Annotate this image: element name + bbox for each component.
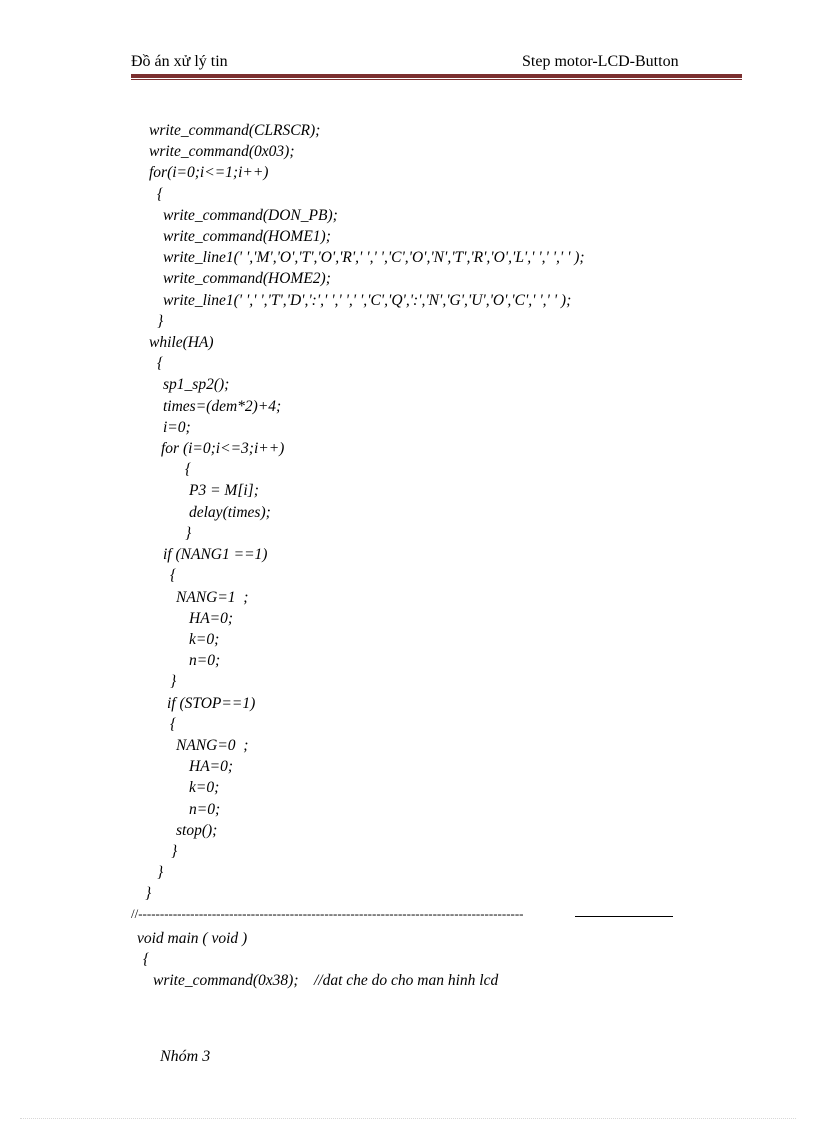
code-line: k=0; bbox=[189, 779, 220, 796]
code-line: for (i=0;i<=3;i++) bbox=[161, 440, 285, 457]
code-line: delay(times); bbox=[189, 504, 271, 521]
header-subject: Step motor-LCD-Button bbox=[522, 53, 679, 70]
code-line: { bbox=[157, 186, 164, 203]
separator-line bbox=[575, 916, 673, 917]
code-line: write_line1(' ',' ','T','D',':',' ',' ',' ','C','Q',':','N','G','U','O','C',' ',' ' ); bbox=[163, 292, 572, 309]
code-line: { bbox=[170, 567, 177, 584]
code-line: if (NANG1 ==1) bbox=[163, 546, 268, 563]
code-line: { bbox=[157, 355, 164, 372]
code-line: write_command(HOME1); bbox=[163, 228, 331, 245]
code-line: times=(dem*2)+4; bbox=[163, 398, 282, 415]
code-line: while(HA) bbox=[149, 334, 214, 351]
code-line: } bbox=[157, 864, 164, 881]
header-rule-thin bbox=[131, 79, 742, 80]
code-line: { bbox=[170, 716, 177, 733]
code-line: sp1_sp2(); bbox=[163, 376, 230, 393]
code-line: write_command(HOME2); bbox=[163, 270, 331, 287]
code-line: { bbox=[143, 951, 150, 968]
code-line: } bbox=[170, 673, 177, 690]
code-line: write_command(0x03); bbox=[149, 143, 295, 160]
code-line: void main ( void ) bbox=[137, 930, 248, 947]
code-line: NANG=1 ; bbox=[176, 589, 249, 606]
header-rule-thick bbox=[131, 74, 742, 78]
code-line: write_line1(' ','M','O','T','O','R',' ',' ','C','O','N','T','R','O','L',' ',' ',' ' ); bbox=[163, 249, 585, 266]
code-line: n=0; bbox=[189, 652, 221, 669]
code-line: P3 = M[i]; bbox=[189, 482, 259, 499]
code-line: HA=0; bbox=[189, 610, 234, 627]
code-line: NANG=0 ; bbox=[176, 737, 249, 754]
code-line: write_command(DON_PB); bbox=[163, 207, 338, 224]
code-line: } bbox=[185, 525, 192, 542]
footer-group-label: Nhóm 3 bbox=[160, 1048, 211, 1065]
code-line: k=0; bbox=[189, 631, 220, 648]
code-line: { bbox=[185, 461, 192, 478]
code-line: if (STOP==1) bbox=[167, 695, 256, 712]
separator-comment: //----------------------------------------------------------------------------------------- bbox=[131, 906, 524, 921]
code-line: write_command(CLRSCR); bbox=[149, 122, 321, 139]
code-line: n=0; bbox=[189, 801, 221, 818]
code-line: HA=0; bbox=[189, 758, 234, 775]
code-line: i=0; bbox=[163, 419, 191, 436]
code-line: } bbox=[157, 313, 164, 330]
code-line: } bbox=[145, 885, 152, 902]
code-line: for(i=0;i<=1;i++) bbox=[149, 164, 269, 181]
code-line: write_command(0x38); //dat che do cho man hinh lcd bbox=[153, 972, 499, 989]
code-line: stop(); bbox=[176, 822, 218, 839]
code-line: } bbox=[171, 843, 178, 860]
header-title: Đồ án xử lý tin bbox=[131, 53, 228, 70]
page-bottom-border bbox=[20, 1118, 796, 1119]
